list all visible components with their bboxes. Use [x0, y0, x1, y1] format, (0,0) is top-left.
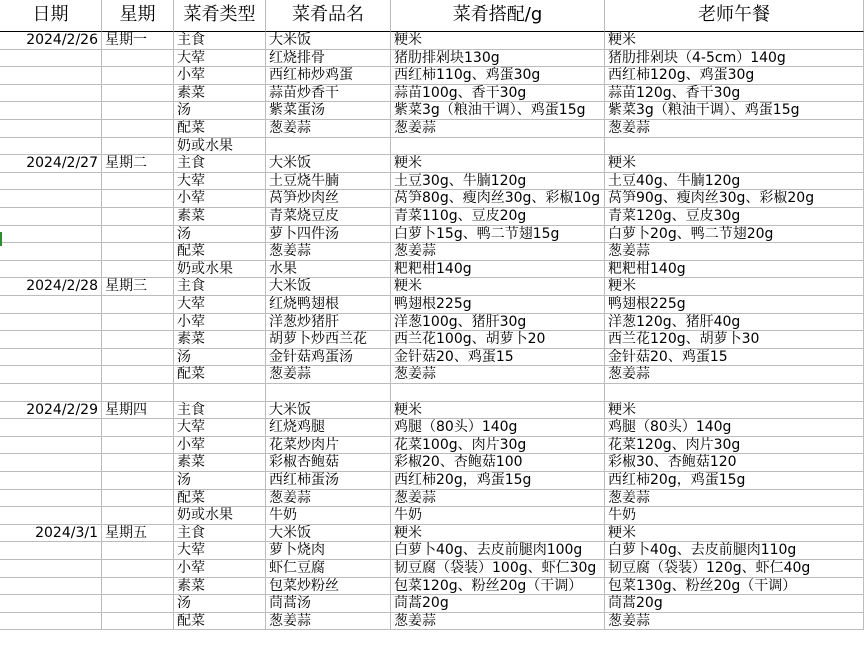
teacher-lunch-cell[interactable]: 牛奶	[605, 507, 864, 525]
table-row	[0, 243, 864, 261]
dish-type-cell[interactable]: 汤	[174, 102, 266, 120]
table-row	[0, 331, 864, 349]
teacher-lunch-cell[interactable]: 粳米	[605, 402, 864, 420]
dish-name-cell[interactable]: 西红柿炒鸡蛋	[266, 67, 391, 85]
dish-type-cell[interactable]: 主食	[174, 32, 266, 50]
header-ingredients[interactable]: 菜肴搭配/g	[391, 0, 605, 32]
teacher-lunch-cell[interactable]: 紫菜3g（粮油干调）、鸡蛋15g	[605, 102, 864, 120]
teacher-lunch-cell[interactable]: 包菜130g、粉丝20g（干调）	[605, 578, 864, 596]
date-cell[interactable]	[0, 208, 102, 226]
weekday-cell[interactable]	[102, 102, 174, 120]
header-dish-type[interactable]: 菜肴类型	[174, 0, 266, 32]
weekday-cell[interactable]	[102, 208, 174, 226]
weekday-cell[interactable]	[102, 613, 174, 631]
teacher-lunch-cell[interactable]: 葱姜蒜	[605, 490, 864, 508]
dish-type-cell[interactable]: 汤	[174, 349, 266, 367]
teacher-lunch-cell[interactable]: 粳米	[605, 278, 864, 296]
date-cell[interactable]: 2024/2/29	[0, 402, 102, 420]
teacher-lunch-cell[interactable]: 鸭翅根225g	[605, 296, 864, 314]
dish-type-cell[interactable]: 大荤	[174, 542, 266, 560]
weekday-cell[interactable]	[102, 85, 174, 103]
dish-type-cell[interactable]: 小荤	[174, 67, 266, 85]
ingredients-cell[interactable]: 粳米	[391, 32, 605, 50]
weekday-cell[interactable]	[102, 349, 174, 367]
dish-name-cell[interactable]: 萝卜四件汤	[266, 226, 391, 244]
table-row	[0, 613, 864, 631]
teacher-lunch-cell[interactable]: 葱姜蒜	[605, 120, 864, 138]
header-weekday[interactable]: 星期	[102, 0, 174, 32]
dish-name-cell[interactable]: 大米饭	[266, 155, 391, 173]
dish-type-cell[interactable]: 小荤	[174, 437, 266, 455]
table-row	[0, 578, 864, 596]
dish-name-cell[interactable]: 土豆烧牛腩	[266, 173, 391, 191]
table-row	[0, 542, 864, 560]
table-row	[0, 454, 864, 472]
dish-name-cell[interactable]: 葱姜蒜	[266, 613, 391, 631]
table-row	[0, 366, 864, 384]
table-row	[0, 261, 864, 279]
table-row	[0, 525, 864, 543]
dish-name-cell[interactable]: 洋葱炒猪肝	[266, 314, 391, 332]
table-row	[0, 85, 864, 103]
weekday-cell[interactable]: 星期四	[102, 402, 174, 420]
date-cell[interactable]: 2024/2/28	[0, 278, 102, 296]
dish-name-cell[interactable]	[266, 138, 391, 156]
date-cell[interactable]	[0, 366, 102, 384]
teacher-lunch-cell[interactable]: 粳米	[605, 155, 864, 173]
ingredients-cell[interactable]: 猪肋排剁块130g	[391, 50, 605, 68]
ingredients-cell[interactable]	[391, 138, 605, 156]
date-cell[interactable]	[0, 138, 102, 156]
dish-type-cell[interactable]: 大荤	[174, 173, 266, 191]
teacher-lunch-cell[interactable]: 西红柿20g，鸡蛋15g	[605, 472, 864, 490]
dish-type-cell[interactable]: 素菜	[174, 578, 266, 596]
dish-name-cell[interactable]: 萝卜烧肉	[266, 542, 391, 560]
ingredients-cell[interactable]: 粳米	[391, 525, 605, 543]
ingredients-cell[interactable]: 鸭翅根225g	[391, 296, 605, 314]
dish-name-cell[interactable]: 红烧鸭翅根	[266, 296, 391, 314]
date-cell[interactable]	[0, 384, 102, 402]
weekday-cell[interactable]	[102, 138, 174, 156]
dish-type-cell[interactable]: 奶或水果	[174, 507, 266, 525]
teacher-lunch-cell[interactable]: 莴笋90g、瘦肉丝30g、彩椒20g	[605, 190, 864, 208]
date-cell[interactable]	[0, 472, 102, 490]
header-date[interactable]: 日期	[0, 0, 102, 32]
weekday-cell[interactable]	[102, 454, 174, 472]
dish-type-cell[interactable]: 配菜	[174, 243, 266, 261]
dish-type-cell[interactable]: 配菜	[174, 366, 266, 384]
dish-type-cell[interactable]: 配菜	[174, 120, 266, 138]
weekday-cell[interactable]: 星期五	[102, 525, 174, 543]
date-cell[interactable]	[0, 243, 102, 261]
date-cell[interactable]	[0, 437, 102, 455]
teacher-lunch-cell[interactable]: 白萝卜40g、去皮前腿肉110g	[605, 542, 864, 560]
teacher-lunch-cell[interactable]: 粳米	[605, 32, 864, 50]
weekday-cell[interactable]	[102, 50, 174, 68]
weekday-cell[interactable]	[102, 243, 174, 261]
weekday-cell[interactable]	[102, 67, 174, 85]
ingredients-cell[interactable]: 彩椒20、杏鲍菇100	[391, 454, 605, 472]
teacher-lunch-cell[interactable]: 粳米	[605, 525, 864, 543]
weekday-cell[interactable]	[102, 595, 174, 613]
date-cell[interactable]	[0, 314, 102, 332]
teacher-lunch-cell[interactable]: 西红柿120g、鸡蛋30g	[605, 67, 864, 85]
table-row	[0, 102, 864, 120]
dish-name-cell[interactable]: 金针菇鸡蛋汤	[266, 349, 391, 367]
dish-name-cell[interactable]: 葱姜蒜	[266, 490, 391, 508]
table-row	[0, 226, 864, 244]
weekday-cell[interactable]	[102, 578, 174, 596]
dish-type-cell[interactable]: 汤	[174, 595, 266, 613]
ingredients-cell[interactable]: 西红柿20g，鸡蛋15g	[391, 472, 605, 490]
weekday-cell[interactable]	[102, 173, 174, 191]
weekday-cell[interactable]	[102, 437, 174, 455]
dish-type-cell[interactable]: 汤	[174, 226, 266, 244]
teacher-lunch-cell[interactable]: 白萝卜20g、鸭二节翅20g	[605, 226, 864, 244]
ingredients-cell[interactable]: 粳米	[391, 155, 605, 173]
dish-type-cell[interactable]: 奶或水果	[174, 138, 266, 156]
weekday-cell[interactable]	[102, 190, 174, 208]
table-row	[0, 50, 864, 68]
table-row	[0, 507, 864, 525]
date-cell[interactable]	[0, 490, 102, 508]
table-row	[0, 437, 864, 455]
teacher-lunch-cell[interactable]: 鸡腿（80头）140g	[605, 419, 864, 437]
weekday-cell[interactable]	[102, 384, 174, 402]
weekday-cell[interactable]	[102, 120, 174, 138]
teacher-lunch-cell[interactable]: 粑粑柑140g	[605, 261, 864, 279]
date-cell[interactable]	[0, 613, 102, 631]
dish-name-cell[interactable]: 葱姜蒜	[266, 366, 391, 384]
dish-type-cell[interactable]: 奶或水果	[174, 261, 266, 279]
date-cell[interactable]: 2024/3/1	[0, 525, 102, 543]
dish-type-cell[interactable]: 配菜	[174, 613, 266, 631]
dish-type-cell[interactable]: 配菜	[174, 490, 266, 508]
ingredients-cell[interactable]: 土豆30g、牛腩120g	[391, 173, 605, 191]
date-cell[interactable]	[0, 454, 102, 472]
ingredients-cell[interactable]: 莴笋80g、瘦肉丝30g、彩椒10g	[391, 190, 605, 208]
dish-name-cell[interactable]: 大米饭	[266, 32, 391, 50]
table-row	[0, 384, 864, 402]
ingredients-cell[interactable]: 粑粑柑140g	[391, 261, 605, 279]
dish-name-cell[interactable]	[266, 384, 391, 402]
weekday-cell[interactable]: 星期一	[102, 32, 174, 50]
dish-type-cell[interactable]: 素菜	[174, 454, 266, 472]
dish-name-cell[interactable]: 莴笋炒肉丝	[266, 190, 391, 208]
dish-type-cell[interactable]: 素菜	[174, 208, 266, 226]
ingredients-cell[interactable]: 西红柿110g、鸡蛋30g	[391, 67, 605, 85]
table-row	[0, 120, 864, 138]
dish-type-cell[interactable]: 小荤	[174, 190, 266, 208]
dish-type-cell[interactable]: 主食	[174, 402, 266, 420]
weekday-cell[interactable]	[102, 472, 174, 490]
dish-type-cell[interactable]: 大荤	[174, 419, 266, 437]
teacher-lunch-cell[interactable]	[605, 138, 864, 156]
weekday-cell[interactable]	[102, 560, 174, 578]
table-row	[0, 155, 864, 173]
ingredients-cell[interactable]: 花菜100g、肉片30g	[391, 437, 605, 455]
ingredients-cell[interactable]: 西兰花100g、胡萝卜20	[391, 331, 605, 349]
dish-name-cell[interactable]: 大米饭	[266, 402, 391, 420]
dish-type-cell[interactable]	[174, 384, 266, 402]
teacher-lunch-cell[interactable]: 蒜苗120g、香干30g	[605, 85, 864, 103]
weekday-cell[interactable]	[102, 507, 174, 525]
dish-name-cell[interactable]: 花菜炒肉片	[266, 437, 391, 455]
dish-type-cell[interactable]: 大荤	[174, 296, 266, 314]
teacher-lunch-cell[interactable]: 韧豆腐（袋装）120g、虾仁40g	[605, 560, 864, 578]
ingredients-cell[interactable]: 粳米	[391, 402, 605, 420]
ingredients-cell[interactable]: 韧豆腐（袋装）100g、虾仁30g	[391, 560, 605, 578]
header-teacher-lunch[interactable]: 老师午餐	[605, 0, 864, 32]
table-row	[0, 472, 864, 490]
ingredients-cell[interactable]: 包菜120g、粉丝20g（干调）	[391, 578, 605, 596]
dish-name-cell[interactable]: 彩椒杏鲍菇	[266, 454, 391, 472]
date-cell[interactable]	[0, 85, 102, 103]
date-cell[interactable]	[0, 560, 102, 578]
dish-type-cell[interactable]: 主食	[174, 278, 266, 296]
teacher-lunch-cell[interactable]: 洋葱120g、猪肝40g	[605, 314, 864, 332]
teacher-lunch-cell[interactable]: 猪肋排剁块（4-5cm）140g	[605, 50, 864, 68]
date-cell[interactable]	[0, 67, 102, 85]
table-row	[0, 314, 864, 332]
weekday-cell[interactable]	[102, 419, 174, 437]
header-row	[0, 0, 864, 32]
dish-name-cell[interactable]: 水果	[266, 261, 391, 279]
table-row	[0, 278, 864, 296]
table-row	[0, 419, 864, 437]
date-cell[interactable]	[0, 349, 102, 367]
teacher-lunch-cell[interactable]: 西兰花120g、胡萝卜30	[605, 331, 864, 349]
date-cell[interactable]: 2024/2/27	[0, 155, 102, 173]
dish-name-cell[interactable]: 胡萝卜炒西兰花	[266, 331, 391, 349]
ingredients-cell[interactable]: 金针菇20、鸡蛋15	[391, 349, 605, 367]
ingredients-cell[interactable]: 白萝卜40g、去皮前腿肉100g	[391, 542, 605, 560]
table-row	[0, 67, 864, 85]
ingredients-cell[interactable]: 葱姜蒜	[391, 243, 605, 261]
weekday-cell[interactable]	[102, 226, 174, 244]
dish-type-cell[interactable]: 大荤	[174, 50, 266, 68]
dish-name-cell[interactable]: 红烧鸡腿	[266, 419, 391, 437]
dish-type-cell[interactable]: 小荤	[174, 560, 266, 578]
date-cell[interactable]	[0, 331, 102, 349]
date-cell[interactable]	[0, 296, 102, 314]
weekday-cell[interactable]: 星期二	[102, 155, 174, 173]
dish-name-cell[interactable]: 西红柿蛋汤	[266, 472, 391, 490]
weekday-cell[interactable]	[102, 542, 174, 560]
date-cell[interactable]	[0, 190, 102, 208]
weekday-cell[interactable]	[102, 331, 174, 349]
teacher-lunch-cell[interactable]: 土豆40g、牛腩120g	[605, 173, 864, 191]
dish-name-cell[interactable]: 茼蒿汤	[266, 595, 391, 613]
date-cell[interactable]	[0, 173, 102, 191]
dish-type-cell[interactable]: 小荤	[174, 314, 266, 332]
weekday-cell[interactable]: 星期三	[102, 278, 174, 296]
date-cell[interactable]: 2024/2/26	[0, 32, 102, 50]
table-row	[0, 190, 864, 208]
table-row	[0, 32, 864, 50]
table-row	[0, 208, 864, 226]
teacher-lunch-cell[interactable]: 青菜120g、豆皮30g	[605, 208, 864, 226]
teacher-lunch-cell[interactable]	[605, 384, 864, 402]
dish-name-cell[interactable]: 大米饭	[266, 278, 391, 296]
dish-type-cell[interactable]: 汤	[174, 472, 266, 490]
dish-name-cell[interactable]: 紫菜蛋汤	[266, 102, 391, 120]
weekday-cell[interactable]	[102, 296, 174, 314]
dish-name-cell[interactable]: 牛奶	[266, 507, 391, 525]
date-cell[interactable]	[0, 226, 102, 244]
dish-name-cell[interactable]: 包菜炒粉丝	[266, 578, 391, 596]
dish-name-cell[interactable]: 葱姜蒜	[266, 120, 391, 138]
table-row	[0, 595, 864, 613]
ingredients-cell[interactable]: 葱姜蒜	[391, 490, 605, 508]
weekday-cell[interactable]	[102, 366, 174, 384]
table-row	[0, 349, 864, 367]
teacher-lunch-cell[interactable]: 花菜120g、肉片30g	[605, 437, 864, 455]
ingredients-cell[interactable]: 青菜110g、豆皮20g	[391, 208, 605, 226]
row-selection-marker	[0, 232, 2, 246]
ingredients-cell[interactable]: 葱姜蒜	[391, 120, 605, 138]
ingredients-cell[interactable]: 牛奶	[391, 507, 605, 525]
dish-name-cell[interactable]: 葱姜蒜	[266, 243, 391, 261]
dish-name-cell[interactable]: 蒜苗炒香干	[266, 85, 391, 103]
table-row	[0, 296, 864, 314]
teacher-lunch-cell[interactable]: 葱姜蒜	[605, 613, 864, 631]
date-cell[interactable]	[0, 578, 102, 596]
dish-type-cell[interactable]: 素菜	[174, 331, 266, 349]
teacher-lunch-cell[interactable]: 茼蒿20g	[605, 595, 864, 613]
table-row	[0, 560, 864, 578]
ingredients-cell[interactable]: 粳米	[391, 278, 605, 296]
dish-name-cell[interactable]: 虾仁豆腐	[266, 560, 391, 578]
date-cell[interactable]	[0, 542, 102, 560]
date-cell[interactable]	[0, 507, 102, 525]
teacher-lunch-cell[interactable]: 葱姜蒜	[605, 243, 864, 261]
ingredients-cell[interactable]: 葱姜蒜	[391, 366, 605, 384]
table-row	[0, 402, 864, 420]
ingredients-cell[interactable]: 葱姜蒜	[391, 613, 605, 631]
ingredients-cell[interactable]	[391, 384, 605, 402]
dish-type-cell[interactable]: 素菜	[174, 85, 266, 103]
date-cell[interactable]	[0, 102, 102, 120]
table-row	[0, 490, 864, 508]
dish-name-cell[interactable]: 青菜烧豆皮	[266, 208, 391, 226]
header-dish-name[interactable]: 菜肴品名	[266, 0, 391, 32]
dish-name-cell[interactable]: 大米饭	[266, 525, 391, 543]
weekday-cell[interactable]	[102, 314, 174, 332]
teacher-lunch-cell[interactable]: 葱姜蒜	[605, 366, 864, 384]
teacher-lunch-cell[interactable]: 彩椒30、杏鲍菇120	[605, 454, 864, 472]
ingredients-cell[interactable]: 蒜苗100g、香干30g	[391, 85, 605, 103]
table-row	[0, 138, 864, 156]
date-cell[interactable]	[0, 50, 102, 68]
dish-name-cell[interactable]: 红烧排骨	[266, 50, 391, 68]
ingredients-cell[interactable]: 鸡腿（80头）140g	[391, 419, 605, 437]
dish-type-cell[interactable]: 主食	[174, 525, 266, 543]
weekday-cell[interactable]	[102, 490, 174, 508]
ingredients-cell[interactable]: 洋葱100g、猪肝30g	[391, 314, 605, 332]
ingredients-cell[interactable]: 茼蒿20g	[391, 595, 605, 613]
ingredients-cell[interactable]: 白萝卜15g、鸭二节翅15g	[391, 226, 605, 244]
table-row	[0, 173, 864, 191]
date-cell[interactable]	[0, 120, 102, 138]
teacher-lunch-cell[interactable]: 金针菇20、鸡蛋15	[605, 349, 864, 367]
dish-type-cell[interactable]: 主食	[174, 155, 266, 173]
date-cell[interactable]	[0, 419, 102, 437]
ingredients-cell[interactable]: 紫菜3g（粮油干调）、鸡蛋15g	[391, 102, 605, 120]
date-cell[interactable]	[0, 261, 102, 279]
weekday-cell[interactable]	[102, 261, 174, 279]
date-cell[interactable]	[0, 595, 102, 613]
